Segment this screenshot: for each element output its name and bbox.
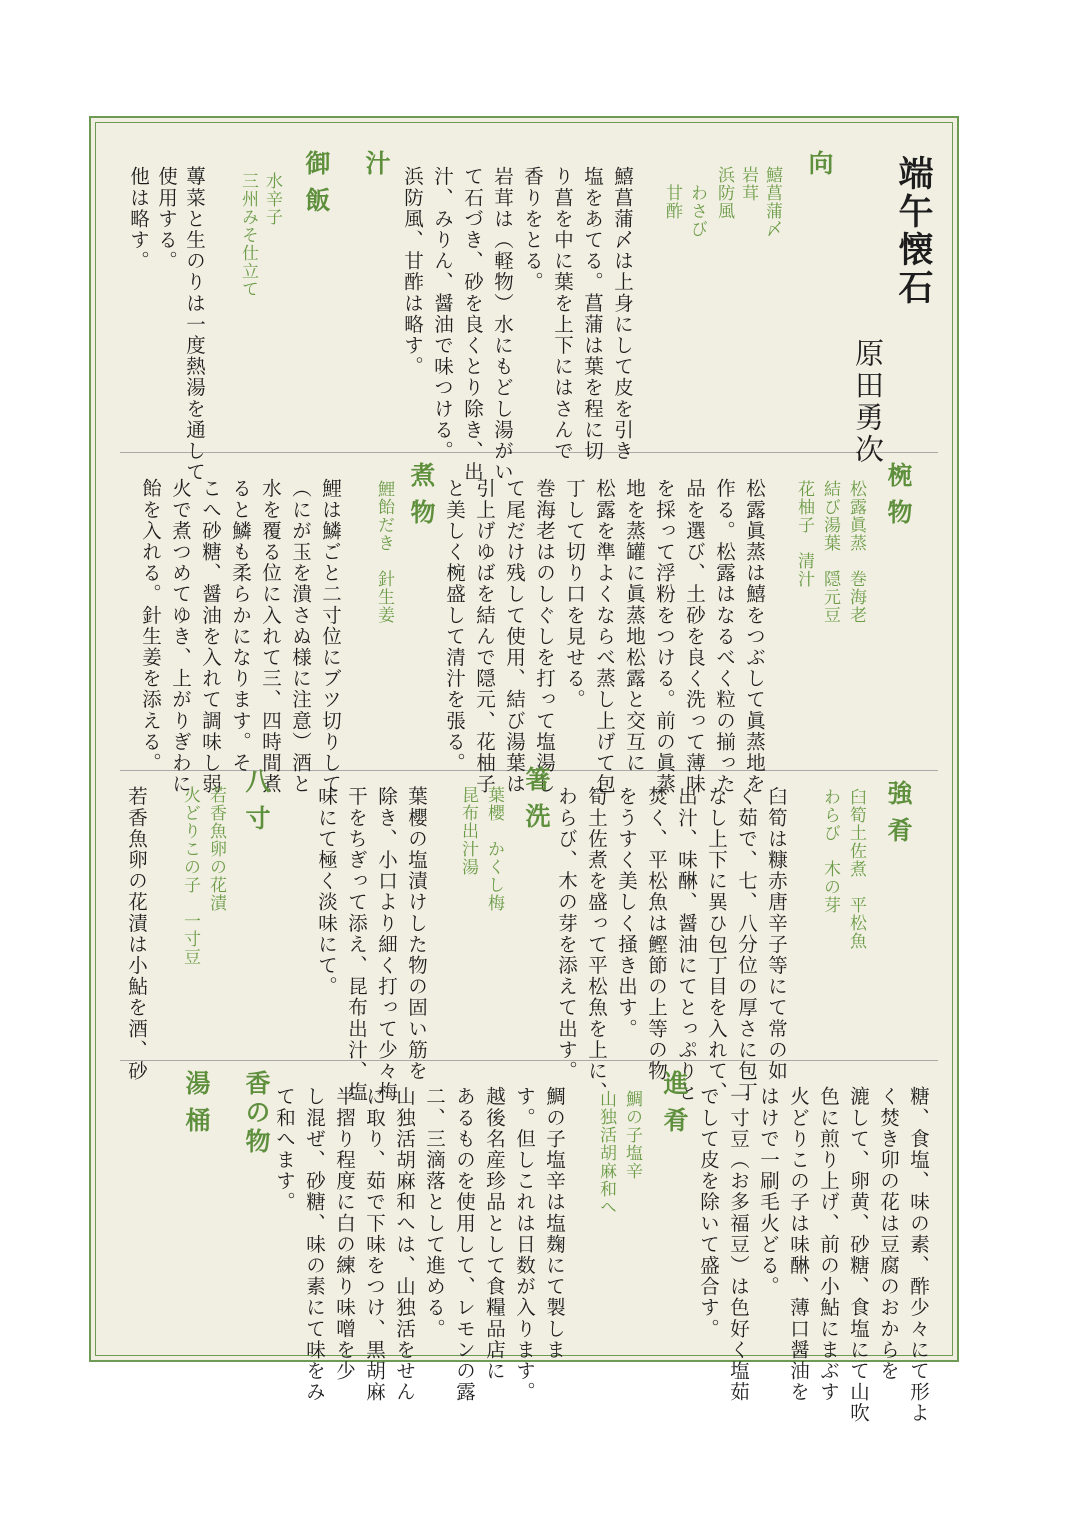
susumezakana-text: に取り、茹で下味をつけ、黒胡麻 xyxy=(363,1086,386,1403)
hassun-text: 若香魚卵の花漬は小鮎を酒、砂 xyxy=(125,786,148,1082)
wanmono-text: 丁して切り口を見せる。 xyxy=(563,478,586,711)
hassun-cont-text: でして皮を除いて盛合す。 xyxy=(697,1086,720,1340)
susumezakana-text: 半摺り程度に白の練り味噌を少 xyxy=(333,1086,356,1382)
mukou-item: 鱚菖蒲〆 xyxy=(762,166,782,238)
shiru-item: 水辛子 xyxy=(262,172,282,226)
mukou-item: 浜防風 xyxy=(714,166,734,220)
shiizakana-text: 臼筍は糠赤唐辛子等にて常の如 xyxy=(765,786,788,1082)
susumezakana-text: 鯛の子塩辛は塩麹にて製しま xyxy=(543,1086,566,1361)
shiizakana-text: 筍土佐煮を盛って平松魚を上に、 xyxy=(585,786,608,1103)
susumezakana-text: し混ぜ、砂糖、味の素にて味をみ xyxy=(303,1086,326,1403)
susumezakana-item: 山独活胡麻和へ xyxy=(596,1090,616,1216)
gohan-text: 蓴菜と生のりは一度熱湯を通して xyxy=(183,166,206,483)
gohan-text: 使用する。 xyxy=(155,166,178,272)
shiru-item: 三州みそ仕立て xyxy=(238,172,258,298)
susumezakana-item: 鯛の子塩辛 xyxy=(622,1090,642,1180)
hassun-cont-text: 糖、食塩、味の素、酢少々にて形よ xyxy=(907,1086,930,1424)
mukou-text: 香りをとる。 xyxy=(521,166,544,293)
yuto-heading: 湯桶 xyxy=(182,1070,211,1144)
susumezakana-heading: 進肴 xyxy=(660,1070,689,1144)
hassun-cont-text: 色に煎り上げ、前の小鮎にまぶす xyxy=(817,1086,840,1403)
nimono-heading: 煮物 xyxy=(407,462,436,536)
susumezakana-text: て和へます。 xyxy=(273,1086,296,1213)
mukou-text: 汁、みりん、醤油で味つける。 xyxy=(431,166,454,462)
wanmono-text: 作る。松露はなるべく粒の揃った xyxy=(713,478,736,795)
wanmono-item: 結び湯葉 隠元豆 xyxy=(820,480,840,624)
hashiarai-text: 除き、小口より細く打って少々梅 xyxy=(375,786,398,1103)
shiizakana-text: 焚く、平松魚は鰹節の上等の物 xyxy=(645,786,668,1082)
page-title: 端午懐石 xyxy=(893,155,934,307)
wanmono-text: 地を蒸罐に眞蒸地松露と交互に xyxy=(623,478,646,774)
shiizakana-text: く茹で、七、八分位の厚さに包丁 xyxy=(735,786,758,1103)
wanmono-item: 花柚子 清汁 xyxy=(794,480,814,588)
susumezakana-text: 越後名産珍品として食糧品店に xyxy=(483,1086,506,1382)
wanmono-text: を採って浮粉をつける。前の眞蒸 xyxy=(653,478,676,795)
nimono-text: 鯉は鱗ごと二寸位にブツ切りして xyxy=(319,478,342,795)
nimono-text: 水を覆る位に入れて三、四時間煮 xyxy=(259,478,282,795)
hashiarai-item: 葉櫻 かくし梅 xyxy=(484,786,504,912)
hassun-cont-text: 一寸豆（お多福豆）は色好く塩茹 xyxy=(727,1086,750,1403)
hashiarai-text: 味にて極く淡味にて。 xyxy=(315,786,338,997)
nimono-text: （にが玉を潰さぬ様に注意）酒と xyxy=(289,478,312,795)
hassun-cont-text: 漉して、卵黄、砂糖、食塩にて山吹 xyxy=(847,1086,870,1424)
mukou-item: わさび xyxy=(687,166,707,238)
author-name: 原田勇次 xyxy=(851,338,885,466)
gohan-heading: 御飯 xyxy=(302,150,331,224)
susumezakana-text: 山独活胡麻和へは、山独活をせん xyxy=(393,1086,416,1403)
row-divider-3 xyxy=(120,1060,938,1061)
hashiarai-item: 昆布出汁湯 xyxy=(458,786,478,876)
hassun-item: 火どりこの子 一寸豆 xyxy=(180,786,200,966)
wanmono-text: 品を選び、土砂を良く洗って薄味 xyxy=(683,478,706,795)
wanmono-text: 松露を準よくならべ蒸し上げて包 xyxy=(593,478,616,795)
hassun-item: 若香魚卵の花漬 xyxy=(206,786,226,912)
susumezakana-text: す。但しこれは日数が入ります。 xyxy=(513,1086,536,1403)
hassun-cont-text: はけで一刷毛火どる。 xyxy=(757,1086,780,1297)
shiizakana-text: をうすく美しく掻き出す。 xyxy=(615,786,638,1040)
mukou-text: り菖を中に葉を上下にはさんで xyxy=(551,166,574,462)
wanmono-text: て尾だけ残して使用、結び湯葉は xyxy=(503,478,526,795)
nimono-text: 飴を入れる。針生姜を添える。 xyxy=(139,478,162,774)
kounomono-heading: 香の物 xyxy=(242,1070,271,1157)
mukou-heading: 向 xyxy=(805,150,834,187)
row-divider-1 xyxy=(120,452,938,453)
hassun-cont-text: 火どりこの子は味醂、薄口醤油を xyxy=(787,1086,810,1403)
wanmono-item: 松露眞蒸 巻海老 xyxy=(846,480,866,624)
wanmono-text: 引上げゆばを結んで隠元、花柚子 xyxy=(473,478,496,795)
nimono-text: こへ砂糖、醤油を入れて調味し弱 xyxy=(199,478,222,795)
wanmono-text: と美しく椀盛して清汁を張る。 xyxy=(443,478,466,774)
wanmono-text: 巻海老はのしぐしを打って塩湯し xyxy=(533,478,556,795)
susumezakana-text: あるものを使用して、レモンの露 xyxy=(453,1086,476,1403)
mukou-text: 浜防風、甘酢は略す。 xyxy=(401,166,424,377)
shiizakana-text: わらび、木の芽を添えて出す。 xyxy=(555,786,578,1082)
hassun-heading: 八寸 xyxy=(242,768,271,842)
nimono-text: 火で煮つめてゆき、上がりぎわに xyxy=(169,478,192,795)
shiizakana-item: わらび 木の芽 xyxy=(820,788,840,914)
shiizakana-text: なし上下に異ひ包丁目を入れて、 xyxy=(705,786,728,1103)
wanmono-text: 松露眞蒸は鱚をつぶして眞蒸地を xyxy=(743,478,766,795)
susumezakana-text: 二、三滴落として進める。 xyxy=(423,1086,446,1340)
shiru-heading: 汁 xyxy=(362,150,391,187)
shiizakana-heading: 強肴 xyxy=(884,780,913,854)
hashiarai-text: 葉櫻の塩漬けした物の固い筋を xyxy=(405,786,428,1082)
hashiarai-heading: 箸洗 xyxy=(522,766,551,840)
hashiarai-text: 干をちぎって添え、昆布出汁、塩 xyxy=(345,786,368,1103)
mukou-item: 岩茸 xyxy=(738,166,758,202)
shiizakana-text: 出汁、味醂、醤油にてとっぷりと xyxy=(675,786,698,1103)
mukou-text: 岩茸は（軽物）水にもどし湯がい xyxy=(491,166,514,483)
mukou-text: 塩をあてる。菖蒲は葉を程に切 xyxy=(581,166,604,462)
mukou-text: て石づき、砂を良くとり除き、出 xyxy=(461,166,484,483)
hassun-cont-text: く焚き卯の花は豆腐のおからを xyxy=(877,1086,900,1382)
nimono-item: 鯉飴だき 針生姜 xyxy=(374,480,394,624)
mukou-text: 鱚菖蒲〆は上身にして皮を引き xyxy=(611,166,634,462)
gohan-text: 他は略す。 xyxy=(127,166,150,272)
wanmono-heading: 椀物 xyxy=(884,462,913,536)
shiizakana-item: 臼筍土佐煮 平松魚 xyxy=(846,788,866,950)
nimono-text: ると鱗も柔らかになります。そ xyxy=(229,478,252,774)
mukou-item: 甘酢 xyxy=(662,166,682,220)
